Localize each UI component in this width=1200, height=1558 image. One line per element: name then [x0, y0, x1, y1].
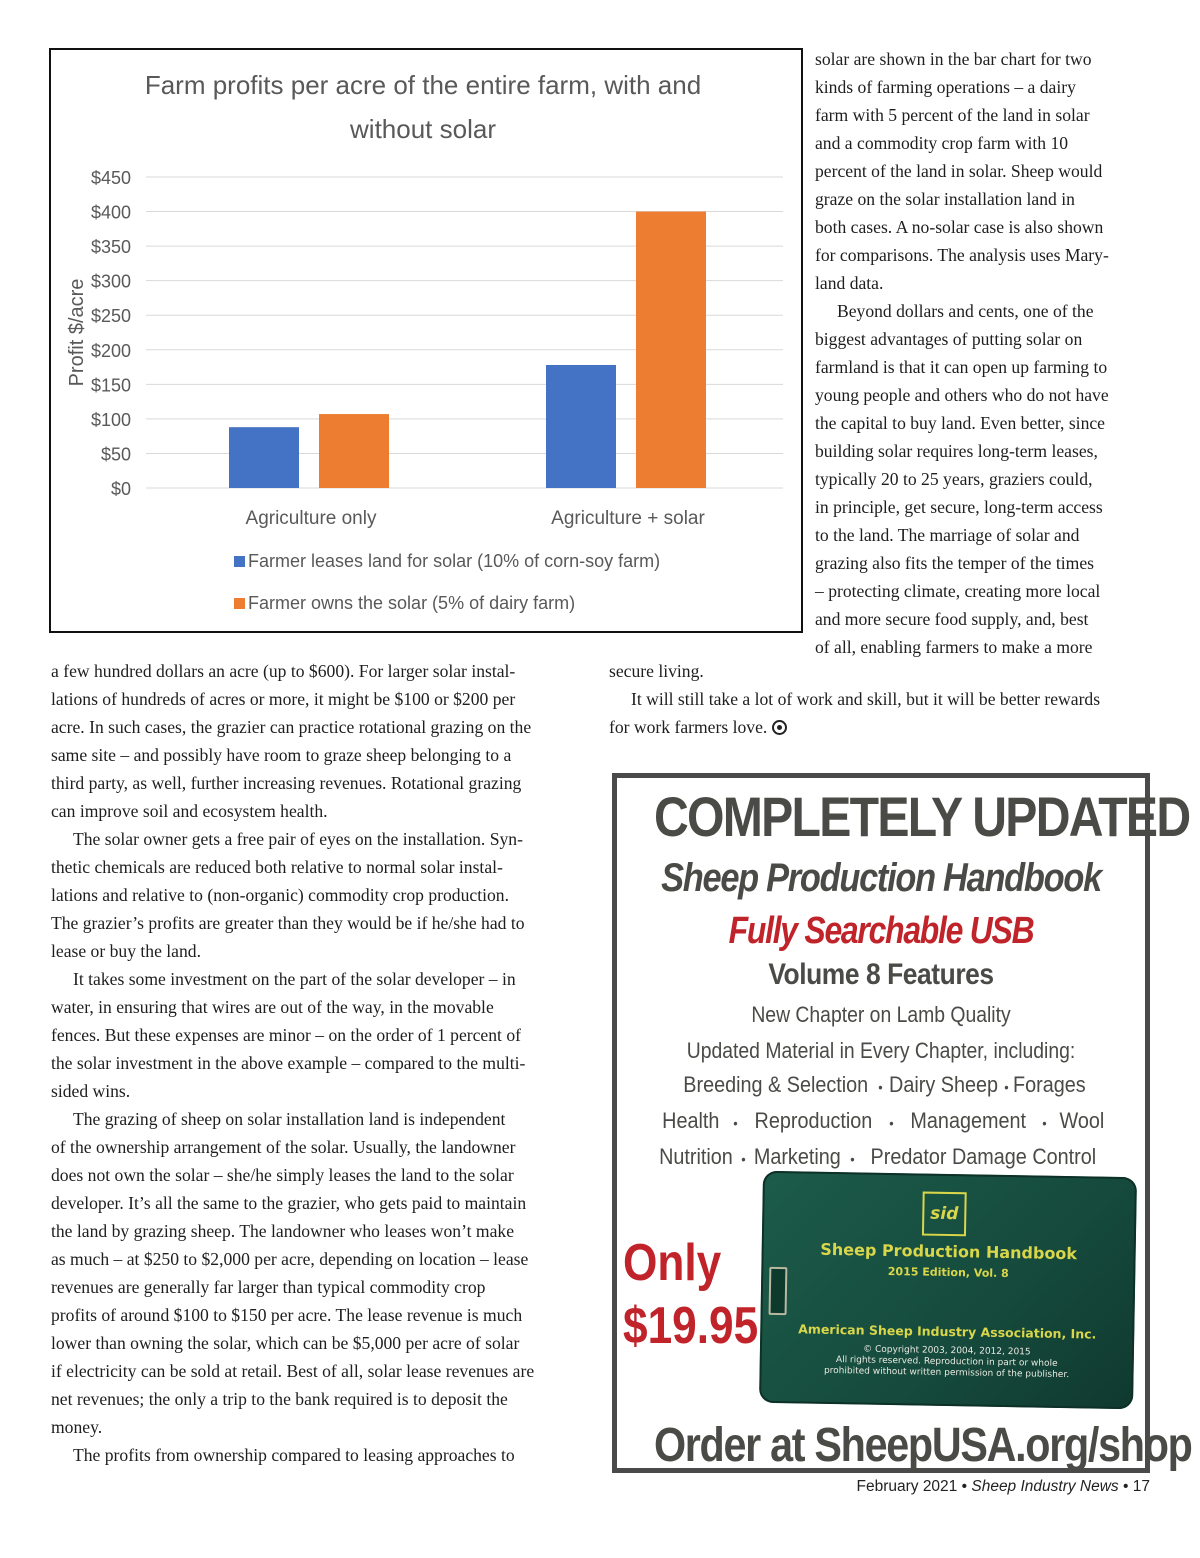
ad-updated: Updated Material in Every Chapter, including: [686, 1038, 1076, 1063]
chart-title-line: Farm profits per acre of the entire farm, with and [144, 70, 702, 100]
right-column-text [815, 45, 1150, 661]
bullet: • [888, 1115, 894, 1131]
ad-headline: COMPLETELY UPDATED [653, 785, 1190, 848]
text-line: the land by grazing sheep. The landowner who leases won’t make [51, 1221, 515, 1241]
text-line: for work farmers love. [609, 717, 768, 737]
usb-publisher: American Sheep Industry Association, Inc. [798, 1321, 1097, 1342]
bullet: • [732, 1115, 738, 1131]
usb-rights: All rights reserved. Reproduction in part or whole [835, 1355, 1058, 1369]
text-line: developer. It’s all the same to the grazier, who gets paid to maintain [51, 1193, 527, 1213]
legend-swatch [234, 598, 245, 609]
text-line: The grazier’s profits are greater than they would be if he/she had to [51, 913, 525, 933]
usb-permission: prohibited without written permission of the publisher. [823, 1365, 1070, 1381]
text-line: The profits from ownership compared to leasing approaches to [73, 1445, 515, 1465]
ad-topic: Wool [1059, 1108, 1105, 1133]
ad-topics-row-1 [673, 1072, 1089, 1102]
page-number: 17 [1132, 1478, 1150, 1495]
text-line: thetic chemicals are reduced both relative to normal solar instal- [51, 857, 503, 877]
text-line: It takes some investment on the part of the solar developer – in [73, 969, 516, 989]
text-line-wrapper [609, 713, 1150, 741]
bar-leases-1 [546, 365, 616, 488]
text-line: acre. In such cases, the grazier can practice rotational grazing on the [51, 717, 532, 737]
bullet: • [878, 1079, 884, 1095]
text-line: a few hundred dollars an acre (up to $600). For larger solar instal- [51, 661, 516, 681]
text-line: the capital to buy land. Even better, since [815, 413, 1105, 433]
ad-topics-row-2 [659, 1108, 1107, 1138]
bar-owns-0 [319, 414, 389, 488]
text-line: profits of around $100 to $150 per acre. The lease revenue is much [51, 1305, 523, 1325]
ad-volume: Volume 8 Features [768, 958, 994, 991]
text-line: percent of the land in solar. Sheep would [815, 161, 1103, 181]
text-line: money. [51, 1417, 103, 1437]
text-line: does not own the solar – she/he simply leases the land to the solar [51, 1165, 514, 1185]
text-line: revenues are generally far larger than typical commodity crop [51, 1277, 486, 1297]
y-axis-label: Profit $/acre [66, 278, 88, 387]
text-line: secure living. [609, 661, 704, 681]
ad-topic: Predator Damage Control [870, 1144, 1097, 1169]
y-tick-label: $250 [90, 306, 131, 327]
ad-topic: Management [910, 1108, 1026, 1133]
footer-date: February 2021 [856, 1478, 958, 1495]
bar-leases-0 [229, 427, 299, 488]
y-tick-label: $50 [100, 444, 131, 465]
article-end-icon [772, 720, 787, 735]
y-tick-label: $150 [90, 375, 131, 396]
ad-only-label: Only [623, 1234, 722, 1292]
text-line: fences. But these expenses are minor – on the order of 1 percent of [51, 1025, 521, 1045]
bullet: • [1004, 1079, 1010, 1095]
bullet: • [849, 1151, 855, 1167]
ad-subtitle: Fully Searchable USB [728, 910, 1034, 952]
text-line: land data. [815, 273, 884, 293]
text-line: It will still take a lot of work and skill, but it will be better rewards [631, 689, 1101, 709]
text-line: both cases. A no-solar case is also shown [815, 217, 1104, 237]
text-line: farm with 5 percent of the land in solar [815, 105, 1090, 125]
text-line: if electricity can be sold at retail. Best of all, solar lease revenues are [51, 1361, 535, 1381]
text-line: graze on the solar installation land in [815, 189, 1075, 209]
ad-topic: Reproduction [754, 1108, 873, 1133]
y-tick-label: $100 [90, 409, 131, 430]
text-line: third party, as well, further increasing revenues. Rotational grazing [51, 773, 522, 793]
text-line: of the ownership arrangement of the solar. Usually, the landowner [51, 1137, 516, 1157]
ad-order-link[interactable]: Order at SheepUSA.org/shop [653, 1419, 1192, 1472]
text-line: net revenues; the only a trip to the bank required is to deposit the [51, 1389, 508, 1409]
text-line: biggest advantages of putting solar on [815, 329, 1083, 349]
text-line: – protecting climate, creating more local [815, 581, 1101, 601]
page-footer [856, 1478, 1150, 1496]
text-line: farmland is that it can open up farming to [815, 357, 1108, 377]
legend-swatch [234, 556, 245, 567]
ad-topic: Nutrition [659, 1144, 733, 1169]
ad-topic: Health [662, 1108, 720, 1133]
footer-publication: Sheep Industry News [971, 1478, 1119, 1495]
chart-canvas [51, 50, 801, 631]
text-line: the solar investment in the above example – compared to the multi- [51, 1053, 526, 1073]
left-column-text [51, 657, 591, 1469]
text-line: of all, enabling farmers to make a more [815, 637, 1093, 657]
y-tick-label: $450 [90, 168, 131, 188]
text-line: can improve soil and ecosystem health. [51, 801, 328, 821]
handbook-advertisement[interactable] [612, 773, 1192, 1473]
profit-bar-chart [49, 48, 803, 633]
text-line: young people and others who do not have [815, 385, 1109, 405]
x-category-label: Agriculture only [245, 508, 377, 529]
text-line: lower than owning the solar, which can be $5,000 per acre of solar [51, 1333, 520, 1353]
y-tick-label: $0 [110, 479, 131, 499]
bullet: • [740, 1151, 746, 1167]
text-line: grazing also fits the temper of the times [815, 553, 1094, 573]
text-line: water, in ensuring that wires are out of the way, in the movable [51, 997, 494, 1017]
middle-column-text [609, 657, 1150, 741]
ad-price: $19.95 [623, 1297, 759, 1355]
text-line: to the land. The marriage of solar and [815, 525, 1080, 545]
ad-title: Sheep Production Handbook [661, 856, 1101, 900]
text-line: and a commodity crop farm with 10 [815, 133, 1069, 153]
bullet: • [1042, 1115, 1047, 1131]
text-line: typically 20 to 25 years, graziers could, [815, 469, 1093, 489]
y-tick-label: $200 [90, 340, 131, 361]
bar-owns-1 [636, 212, 706, 488]
text-line: and more secure food supply, and, best [815, 609, 1089, 629]
text-line: in principle, get secure, long-term access [815, 497, 1103, 517]
sid-logo: sid [922, 1192, 967, 1237]
text-line: as much – at $250 to $2,000 per acre, depending on location – lease [51, 1249, 529, 1269]
text-line: building solar requires long-term leases, [815, 441, 1098, 461]
text-line: The grazing of sheep on solar installation land is independent [73, 1109, 506, 1129]
usb-drive-image [759, 1171, 1137, 1409]
x-category-label: Agriculture + solar [551, 508, 705, 529]
text-line: lease or buy the land. [51, 941, 201, 961]
footer-separator: • [961, 1478, 968, 1495]
y-tick-label: $300 [90, 271, 131, 292]
usb-title: Sheep Production Handbook [820, 1239, 1078, 1264]
text-line: for comparisons. The analysis uses Mary- [815, 245, 1109, 265]
ad-topics-row-3 [655, 1144, 1109, 1174]
legend-label: Farmer owns the solar (5% of dairy farm) [248, 593, 576, 613]
text-line: sided wins. [51, 1081, 131, 1101]
chart-title-line: without solar [350, 114, 496, 144]
ad-topic: Breeding & Selection [683, 1072, 869, 1097]
text-line: lations and relative to (non-organic) commodity crop production. [51, 885, 509, 905]
y-tick-label: $400 [90, 202, 131, 223]
y-tick-label: $350 [90, 237, 131, 258]
usb-copyright: © Copyright 2003, 2004, 2012, 2015 [863, 1344, 1031, 1358]
ad-topic: Marketing [754, 1144, 842, 1169]
text-line: same site – and possibly have room to graze sheep belonging to a [51, 745, 512, 765]
footer-separator: • [1123, 1478, 1129, 1495]
text-line: solar are shown in the bar chart for two [815, 49, 1092, 69]
text-line: The solar owner gets a free pair of eyes on the installation. Syn- [73, 829, 523, 849]
ad-topic: Forages [1013, 1072, 1087, 1097]
text-line: kinds of farming operations – a dairy [815, 77, 1076, 97]
usb-edition: 2015 Edition, Vol. 8 [887, 1264, 1009, 1281]
text-line: lations of hundreds of acres or more, it might be $100 or $200 per [51, 689, 516, 709]
ad-topic: Dairy Sheep [889, 1072, 999, 1097]
text-line: Beyond dollars and cents, one of the [837, 301, 1094, 321]
legend-label: Farmer leases land for solar (10% of corn-soy farm) [248, 551, 661, 571]
ad-chapter: New Chapter on Lamb Quality [751, 1002, 1011, 1027]
